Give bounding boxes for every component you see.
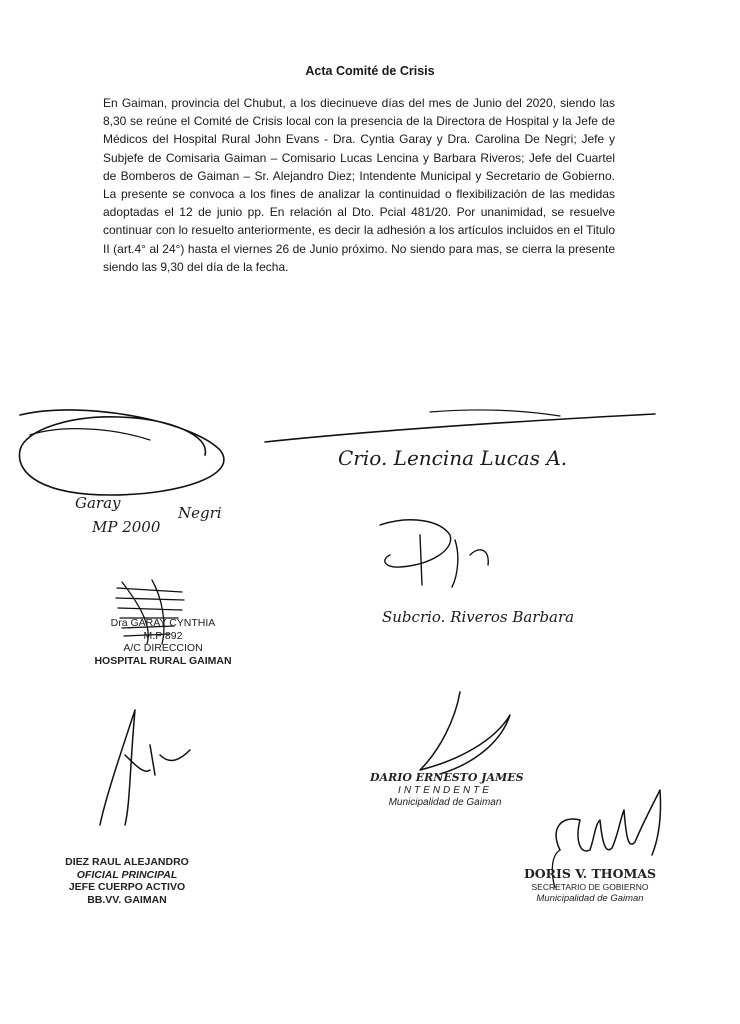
signature-james [400,690,520,780]
stamp-hospital-line4: HOSPITAL RURAL GAIMAN [94,654,232,667]
stamp-intendente-name: DARIO ERNESTO JAMES [370,771,524,784]
stamp-secretaria-name: DORIS V. THOMAS [523,866,657,881]
document-body: En Gaiman, provincia del Chubut, a los diecinueve días del mes de Junio del 2020, siendo las 8,30 se reúne el Comité de Crisis local con la presencia de la Directora de Hospital y la Jefe de Médicos del Hospital Rural John Evans - Dra. Cyntia Garay y Dra. Carolina De Negri; Jefe y Subjefe de Comisaria Gaiman – Comisario Lucas Lencina y Barbara Riveros; Jefe del Cuartel de Bomberos de Gaiman – Sr. Alejandro Diez; Intendente Municipal y Secretario de Gobierno. La presente se convoca a los fines de analizar la continuidad o flexibilización de las medidas adoptadas el 12 de junio pp. En relación al Dto. Pcial 481/20. Por unanimidad, se resuelve continuar con lo resuelto anteriormente, es decir la adhesión a los artículos incluidos en el Titulo II (art.4° al 24°) hasta el viernes 26 de Junio próximo. No siendo para mas, se cierra la presente siendo las 9,30 del día de la fecha. [103,96,615,274]
stamp-bomberos-name: DIEZ RAUL ALEJANDRO [65,856,189,868]
stamp-secretaria [515,868,665,906]
stamp-intendente-org: Municipalidad de Gaiman [388,797,502,808]
stamp-bomberos-role: OFICIAL PRINCIPAL [76,868,178,881]
signature-james-strokes [400,690,520,780]
stamp-secretaria-org: Municipalidad de Gaiman [536,893,644,904]
stamp-bomberos-position: JEFE CUERPO ACTIVO [68,881,186,893]
signature-riveros [360,515,560,605]
handwriting-negri: Negri [178,504,222,522]
stamp-hospital-line3: A/C DIRECCION [123,642,203,654]
handwriting-mp: MP 2000 [92,518,161,536]
handwriting-lencina: Crio. Lencina Lucas A. [338,446,568,470]
handwriting-riveros: Subcrio. Riveros Barbara [382,608,575,626]
handwriting-garay: Garay [75,494,121,512]
stamp-bomberos-unit: BB.VV. GAIMAN [87,893,167,906]
signature-diez [90,705,200,835]
stamp-intendente [370,771,524,810]
document-title: Acta Comité de Crisis [305,64,435,78]
stamp-hospital-line2: M.P 892 [143,629,183,642]
stamp-bomberos [52,856,202,906]
signature-diez-strokes [90,705,200,835]
stamp-hospital-line1: Dra GARAY CYNTHIA [110,617,216,629]
signature-riveros-strokes [360,515,560,605]
stamp-hospital [88,617,238,667]
stamp-secretaria-role: SECRETARIO DE GOBIERNO [531,881,649,892]
stamp-intendente-role: INTENDENTE [398,784,492,796]
